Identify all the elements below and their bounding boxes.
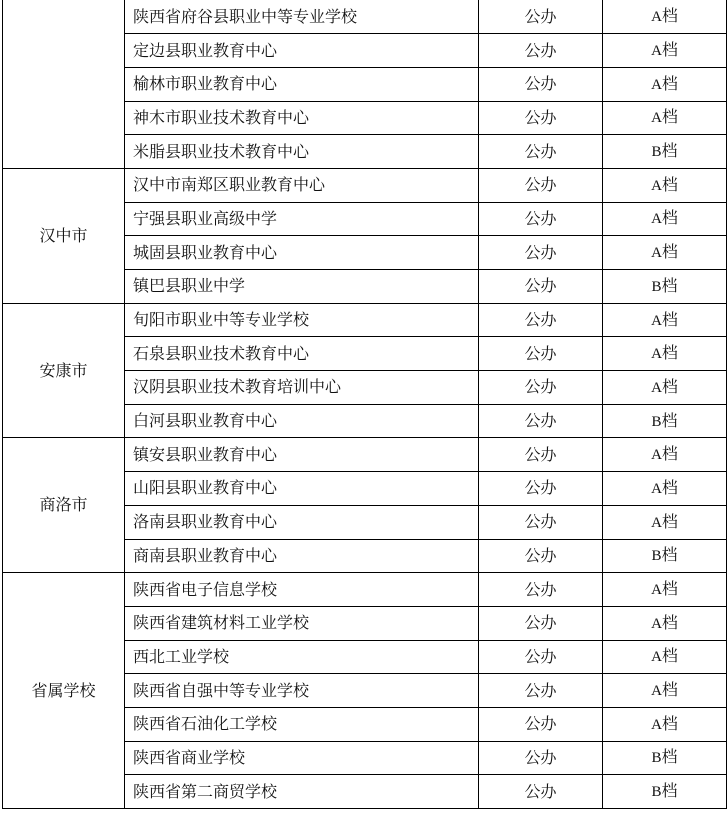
- grade-cell: [603, 472, 727, 506]
- school-name-cell: 城固县职业教育中心: [125, 236, 479, 270]
- grade-letter: A: [651, 110, 662, 127]
- grade-letter: A: [651, 649, 662, 666]
- school-name-cell: 汉中市南郑区职业教育中心: [125, 168, 479, 202]
- school-type-cell: 公办: [479, 67, 603, 101]
- school-name-cell: 西北工业学校: [125, 640, 479, 674]
- grade-cell: [603, 101, 727, 135]
- grade-letter: A: [651, 211, 662, 228]
- school-name-cell: 陕西省建筑材料工业学校: [125, 606, 479, 640]
- school-type-cell: 公办: [479, 539, 603, 573]
- grade-cell: [603, 0, 727, 34]
- grade-cell: [603, 640, 727, 674]
- school-name-cell: 汉阴县职业技术教育培训中心: [125, 371, 479, 405]
- school-type-cell: 公办: [479, 472, 603, 506]
- grade-letter: B: [651, 784, 662, 801]
- grade-letter: A: [651, 379, 662, 396]
- grade-letter: A: [651, 245, 662, 262]
- grade-letter: A: [651, 480, 662, 497]
- grade-letter: A: [651, 615, 662, 632]
- region-cell: 汉中市: [3, 168, 125, 303]
- grade-cell: [603, 707, 727, 741]
- grade-suffix: 档: [661, 6, 678, 26]
- school-name-cell: 陕西省府谷县职业中等专业学校: [125, 0, 479, 34]
- grade-cell: [603, 303, 727, 337]
- grade-suffix: 档: [661, 141, 678, 161]
- school-type-cell: 公办: [479, 404, 603, 438]
- grade-suffix: 档: [661, 511, 678, 531]
- school-name-cell: 商南县职业教育中心: [125, 539, 479, 573]
- grade-cell: [603, 573, 727, 607]
- school-type-cell: 公办: [479, 674, 603, 708]
- school-type-cell: 公办: [479, 202, 603, 236]
- grade-suffix: 档: [661, 410, 678, 430]
- region-cell: 商洛市: [3, 438, 125, 573]
- grade-suffix: 档: [661, 545, 678, 565]
- school-name-cell: 榆林市职业教育中心: [125, 67, 479, 101]
- region-cell: 省属学校: [3, 573, 125, 809]
- grade-suffix: 档: [661, 343, 678, 363]
- school-type-cell: 公办: [479, 371, 603, 405]
- school-type-cell: 公办: [479, 606, 603, 640]
- grade-suffix: 档: [661, 208, 678, 228]
- school-type-cell: 公办: [479, 337, 603, 371]
- grade-suffix: 档: [661, 309, 678, 329]
- grade-cell: [603, 202, 727, 236]
- school-name-cell: 陕西省自强中等专业学校: [125, 674, 479, 708]
- table-row: [3, 303, 727, 337]
- grade-suffix: 档: [661, 73, 678, 93]
- grade-letter: A: [651, 514, 662, 531]
- school-name-cell: 山阳县职业教育中心: [125, 472, 479, 506]
- grade-cell: [603, 270, 727, 304]
- grade-cell: [603, 505, 727, 539]
- school-type-cell: 公办: [479, 168, 603, 202]
- grade-letter: A: [651, 716, 662, 733]
- table-row: [3, 0, 727, 34]
- school-type-cell: 公办: [479, 0, 603, 34]
- grade-cell: [603, 606, 727, 640]
- grade-cell: [603, 438, 727, 472]
- school-type-cell: 公办: [479, 270, 603, 304]
- grade-suffix: 档: [661, 477, 678, 497]
- grade-suffix: 档: [661, 680, 678, 700]
- school-name-cell: 石泉县职业技术教育中心: [125, 337, 479, 371]
- school-type-cell: 公办: [479, 707, 603, 741]
- grade-cell: [603, 539, 727, 573]
- table-row: [3, 573, 727, 607]
- grade-letter: A: [651, 447, 662, 464]
- grade-cell: [603, 371, 727, 405]
- school-type-cell: 公办: [479, 101, 603, 135]
- grade-letter: B: [651, 278, 662, 295]
- school-name-cell: 陕西省商业学校: [125, 741, 479, 775]
- school-name-cell: 陕西省第二商贸学校: [125, 775, 479, 809]
- school-type-cell: 公办: [479, 505, 603, 539]
- table-body: [3, 0, 727, 809]
- grade-suffix: 档: [661, 242, 678, 262]
- grade-cell: [603, 337, 727, 371]
- region-cell: [3, 0, 125, 168]
- school-name-cell: 白河县职业教育中心: [125, 404, 479, 438]
- grade-cell: [603, 168, 727, 202]
- school-type-cell: 公办: [479, 741, 603, 775]
- grade-cell: [603, 135, 727, 169]
- grade-suffix: 档: [661, 781, 678, 801]
- grade-suffix: 档: [661, 376, 678, 396]
- grade-letter: A: [651, 582, 662, 599]
- region-cell: 安康市: [3, 303, 125, 438]
- grade-letter: A: [651, 177, 662, 194]
- grade-letter: B: [651, 413, 662, 430]
- school-name-cell: 米脂县职业技术教育中心: [125, 135, 479, 169]
- grade-cell: [603, 404, 727, 438]
- school-name-cell: 镇安县职业教育中心: [125, 438, 479, 472]
- grade-suffix: 档: [661, 275, 678, 295]
- grade-suffix: 档: [661, 107, 678, 127]
- grade-letter: A: [651, 9, 662, 26]
- school-type-cell: 公办: [479, 236, 603, 270]
- grade-cell: [603, 741, 727, 775]
- grade-letter: B: [651, 144, 662, 161]
- grade-cell: [603, 236, 727, 270]
- school-name-cell: 宁强县职业高级中学: [125, 202, 479, 236]
- grade-cell: [603, 34, 727, 68]
- school-type-cell: 公办: [479, 640, 603, 674]
- school-type-cell: 公办: [479, 135, 603, 169]
- grade-suffix: 档: [661, 713, 678, 733]
- grade-letter: A: [651, 346, 662, 363]
- grade-letter: A: [651, 43, 662, 60]
- grade-letter: B: [651, 750, 662, 767]
- grade-letter: A: [651, 683, 662, 700]
- school-type-cell: 公办: [479, 775, 603, 809]
- school-name-cell: 神木市职业技术教育中心: [125, 101, 479, 135]
- school-name-cell: 旬阳市职业中等专业学校: [125, 303, 479, 337]
- grade-cell: [603, 674, 727, 708]
- school-name-cell: 镇巴县职业中学: [125, 270, 479, 304]
- school-type-cell: 公办: [479, 573, 603, 607]
- grade-suffix: 档: [661, 40, 678, 60]
- table-row: [3, 168, 727, 202]
- grade-suffix: 档: [661, 444, 678, 464]
- grade-suffix: 档: [661, 579, 678, 599]
- school-name-cell: 陕西省石油化工学校: [125, 707, 479, 741]
- school-name-cell: 陕西省电子信息学校: [125, 573, 479, 607]
- grade-suffix: 档: [661, 174, 678, 194]
- grade-letter: A: [651, 76, 662, 93]
- school-name-cell: 洛南县职业教育中心: [125, 505, 479, 539]
- grade-suffix: 档: [661, 612, 678, 632]
- grade-letter: A: [651, 312, 662, 329]
- grade-suffix: 档: [661, 747, 678, 767]
- grade-cell: [603, 67, 727, 101]
- grade-cell: [603, 775, 727, 809]
- grade-letter: B: [651, 548, 662, 565]
- table-row: [3, 438, 727, 472]
- school-type-cell: 公办: [479, 438, 603, 472]
- school-name-cell: 定边县职业教育中心: [125, 34, 479, 68]
- school-type-cell: 公办: [479, 34, 603, 68]
- grade-suffix: 档: [661, 646, 678, 666]
- school-type-cell: 公办: [479, 303, 603, 337]
- school-grade-table: [2, 0, 727, 809]
